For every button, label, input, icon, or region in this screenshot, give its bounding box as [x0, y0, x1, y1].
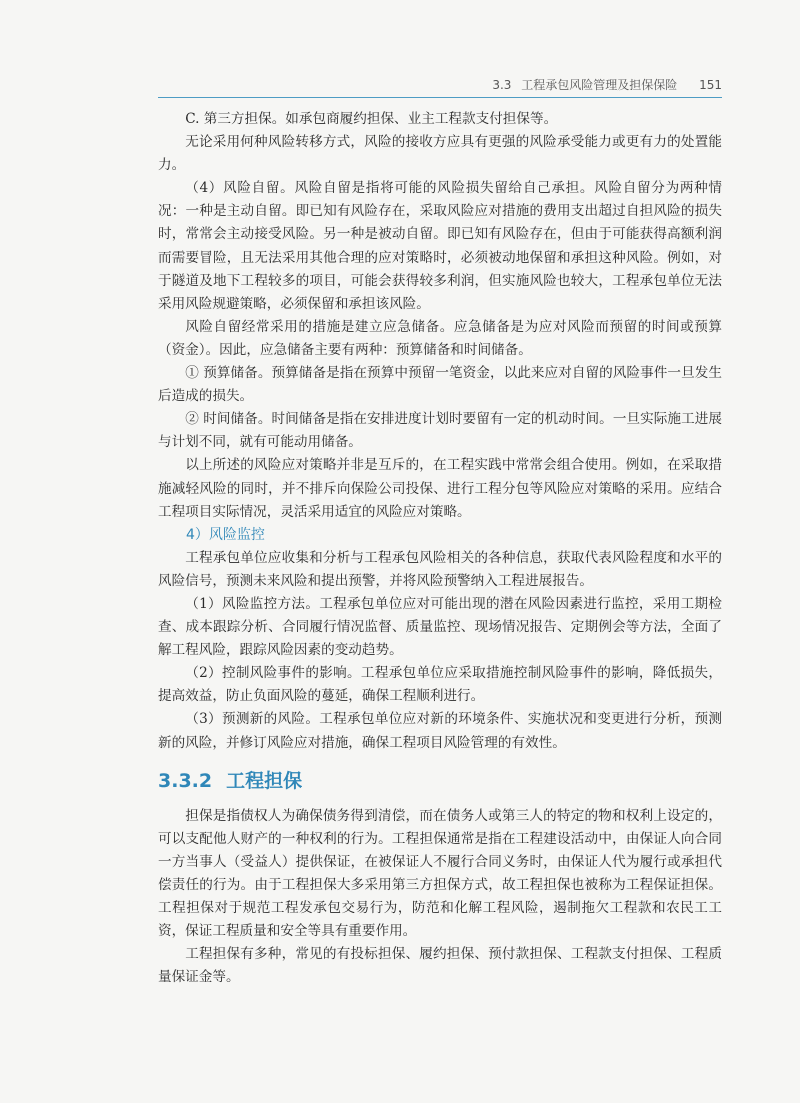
section-title: 工程担保 — [226, 769, 303, 792]
subheading-risk-monitoring: 4）风险监控 — [186, 526, 265, 543]
paragraph: （3）预测新的风险。工程承包单位应对新的环境条件、实施状况和变更进行分析，预测新的风险，并修订风险应对措施，确保工程项目风险管理的有效性。 — [158, 711, 722, 751]
page-number: 151 — [699, 78, 722, 92]
header-rule — [158, 97, 722, 98]
paragraph: C. 第三方担保。如承包商履约担保、业主工程款支付担保等。 — [185, 111, 558, 127]
paragraph: 工程担保有多种，常见的有投标担保、履约担保、预付款担保、工程款支付担保、工程质量保证金等。 — [158, 946, 722, 986]
paragraph: （1）风险监控方法。工程承包单位应对可能出现的潜在风险因素进行监控，采用工期检查、成本跟踪分析、合同履行情况监督、质量监控、现场情况报告、定期例会等方法，全面了解工程风险，跟踪风险因素的变动趋势。 — [158, 595, 722, 659]
section-number: 3.3.2 — [158, 769, 213, 792]
list-item: ② 时间储备。时间储备是指在安排进度计划时要留有一定的机动时间。一旦实际施工进展与计划不同，就有可能动用储备。 — [158, 411, 722, 451]
paragraph: （4）风险自留。风险自留是指将可能的风险损失留给自己承担。风险自留分为两种情况：一种是主动自留。即已知有风险存在，采取风险应对措施的费用支出超过自担风险的损失时，常常会主动接受风险。另一种是被动自留。即已知有风险存在，但由于可能获得高额利润而需要冒险，且无法采用其他合理的应对策略时，必须被动地保留和承担这种风险。例如，对于隧道及地下工程较多的项目，可能会获得较多利润，但实施风险也较大，工程承包单位无法采用风险规避策略，必须保留和承担该风险。 — [158, 180, 722, 312]
paragraph: 无论采用何种风险转移方式，风险的接收方应具有更强的风险承受能力或更有力的处置能力。 — [158, 134, 722, 174]
page-body — [158, 108, 722, 989]
paragraph: 担保是指债权人为确保债务得到清偿，而在债务人或第三人的特定的物和权利上设定的，可以支配他人财产的一种权利的行为。工程担保通常是指在工程建设活动中，由保证人向合同一方当事人（受益人）提供保证，在被保证人不履行合同义务时，由保证人代为履行或承担代偿责任的行为。由于工程担保大多采用第三方担保方式，故工程担保也被称为工程保证担保。工程担保对于规范工程发承包交易行为，防范和化解工程风险，遏制拖欠工程款和农民工工资，保证工程质量和安全等具有重要作用。 — [158, 807, 722, 940]
paragraph: 风险自留经常采用的措施是建立应急储备。应急储备是为应对风险而预留的时间或预算（资金）。因此，应急储备主要有两种：预算储备和时间储备。 — [158, 318, 722, 358]
paragraph: 工程承包单位应收集和分析与工程承包风险相关的各种信息，获取代表风险程度和水平的风险信号，预测未来风险和提出预警，并将风险预警纳入工程进展报告。 — [158, 549, 722, 589]
running-header — [158, 76, 722, 98]
header-section-number: 3.3 — [492, 78, 512, 92]
header-chapter-title: 工程承包风险管理及担保保险 — [521, 78, 678, 92]
section-heading — [158, 769, 722, 793]
list-item: ① 预算储备。预算储备是指在预算中预留一笔资金，以此来应对自留的风险事件一旦发生后造成的损失。 — [158, 365, 722, 405]
paragraph: 以上所述的风险应对策略并非是互斥的，在工程实践中常常会组合使用。例如，在采取措施减轻风险的同时，并不排斥向保险公司投保、进行工程分包等风险应对策略的采用。应结合工程项目实际情况，灵活采用适宜的风险应对策略。 — [158, 457, 722, 520]
paragraph: （2）控制风险事件的影响。工程承包单位应采取措施控制风险事件的影响，降低损失，提高效益，防止负面风险的蔓延，确保工程顺利进行。 — [158, 665, 722, 705]
